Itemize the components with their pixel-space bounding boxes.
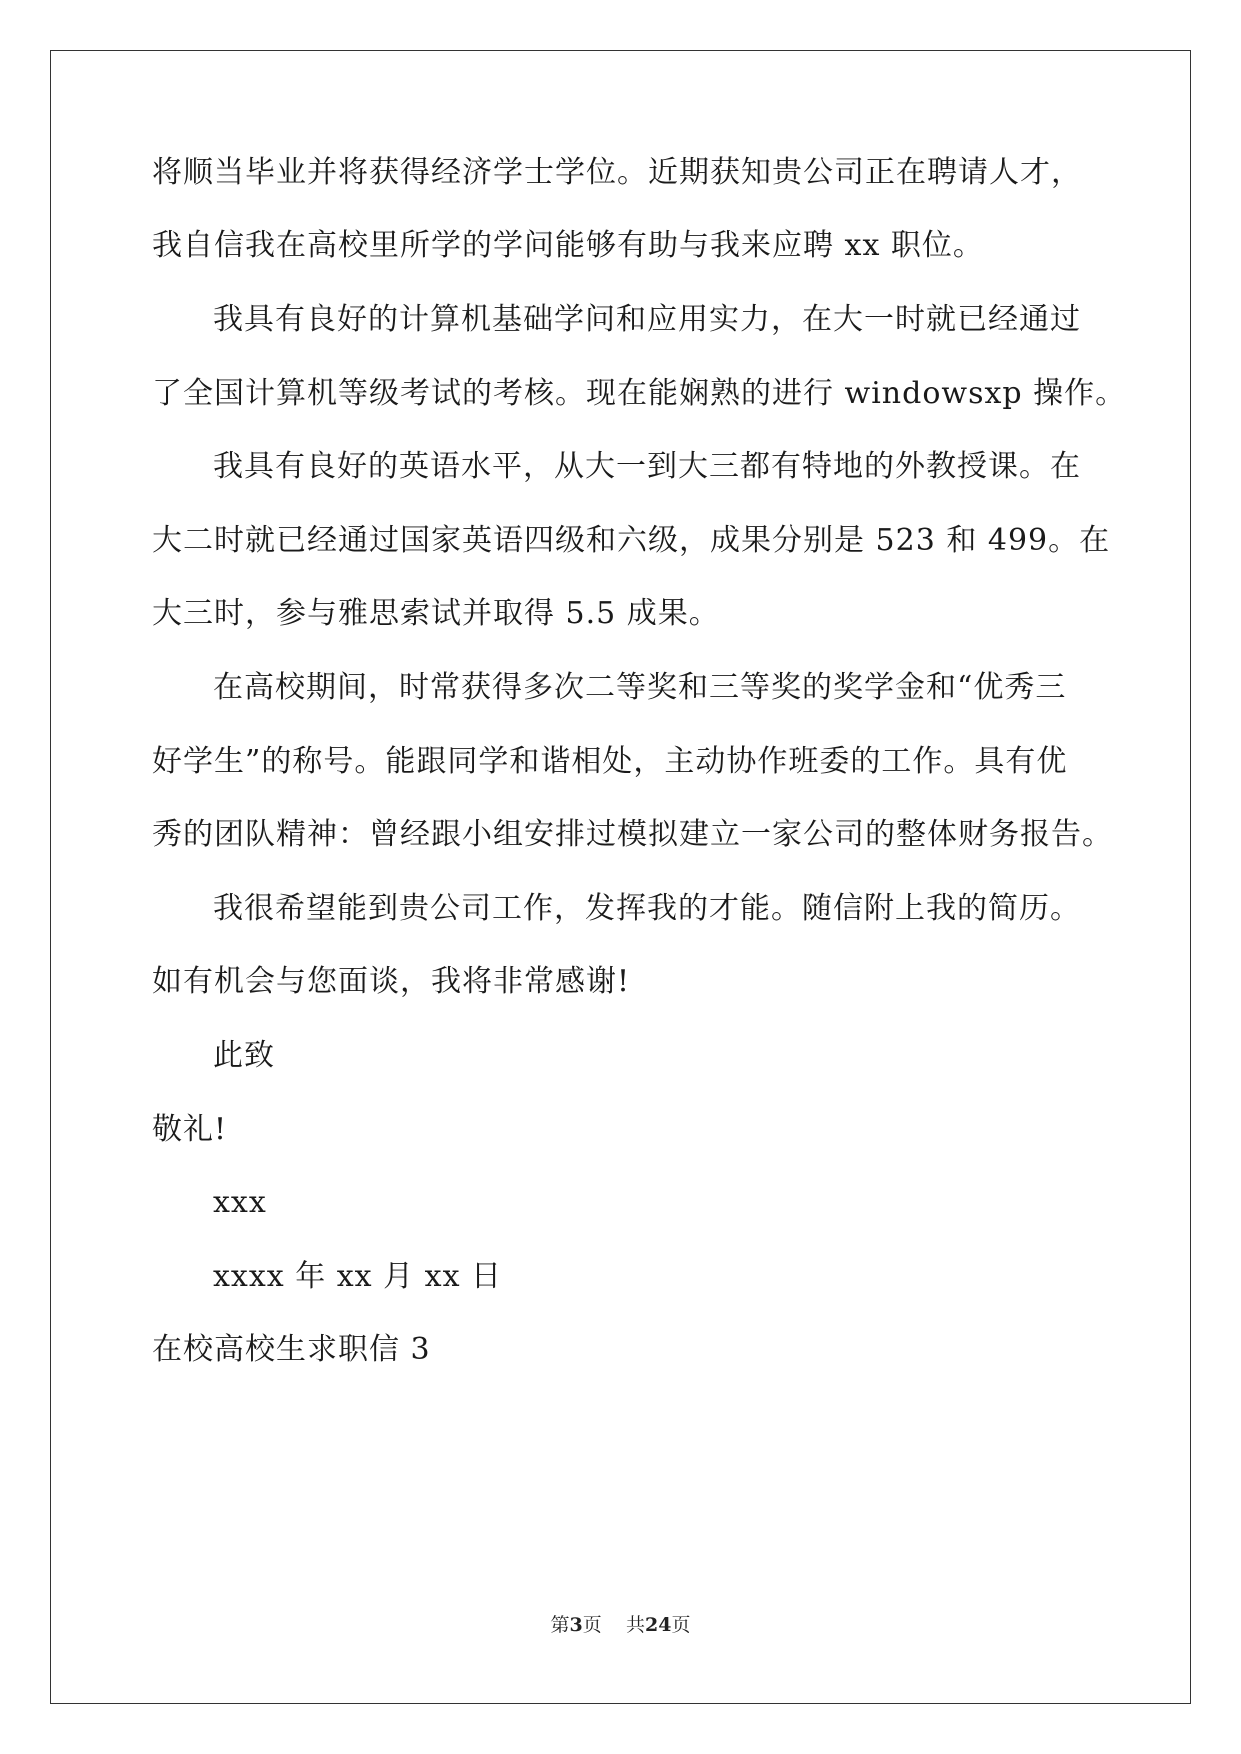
text-line: 将顺当毕业并将获得经济学士学位。近期获知贵公司正在聘请人才， (152, 155, 1082, 190)
salutation: 此致 (213, 1038, 275, 1073)
section-heading: 在校高校生求职信 3 (152, 1332, 431, 1367)
page-footer (0, 1613, 1241, 1637)
text-line: 大三时，参与雅思索试并取得 5.5 成果。 (152, 596, 720, 631)
page-number: 3 (569, 1614, 583, 1636)
text-line: 秀的团队精神：曾经跟小组安排过模拟建立一家公司的整体财务报告。 (152, 817, 1113, 852)
footer-total-prefix: 共 (625, 1614, 645, 1636)
text-line: 我自信我在高校里所学的学问能够有助与我来应聘 xx 职位。 (152, 228, 984, 263)
text-line: 我具有良好的计算机基础学问和应用实力，在大一时就已经通过 (213, 302, 1081, 337)
signature-date: xxxx 年 xx 月 xx 日 (213, 1259, 503, 1294)
text-line: 了全国计算机等级考试的考核。现在能娴熟的进行 windowsxp 操作。 (152, 376, 1127, 411)
signature-name: xxx (213, 1185, 267, 1220)
text-line: 好学生”的称号。能跟同学和谐相处，主动协作班委的工作。具有优 (152, 744, 1068, 779)
closing: 敬礼! (152, 1112, 228, 1147)
page-border (50, 50, 1191, 1704)
footer-prefix: 第 (550, 1614, 570, 1636)
text-line: 在高校期间，时常获得多次二等奖和三等奖的奖学金和“优秀三 (213, 670, 1067, 705)
text-line: 大二时就已经通过国家英语四级和六级，成果分别是 523 和 499。在 (152, 523, 1111, 558)
text-line: 我具有良好的英语水平，从大一到大三都有特地的外教授课。在 (213, 449, 1081, 484)
footer-page-unit: 页 (582, 1614, 602, 1636)
footer-total-unit: 页 (671, 1614, 691, 1636)
text-line: 如有机会与您面谈，我将非常感谢! (152, 964, 631, 999)
text-line: 我很希望能到贵公司工作，发挥我的才能。随信附上我的简历。 (213, 891, 1081, 926)
total-pages: 24 (644, 1614, 672, 1636)
